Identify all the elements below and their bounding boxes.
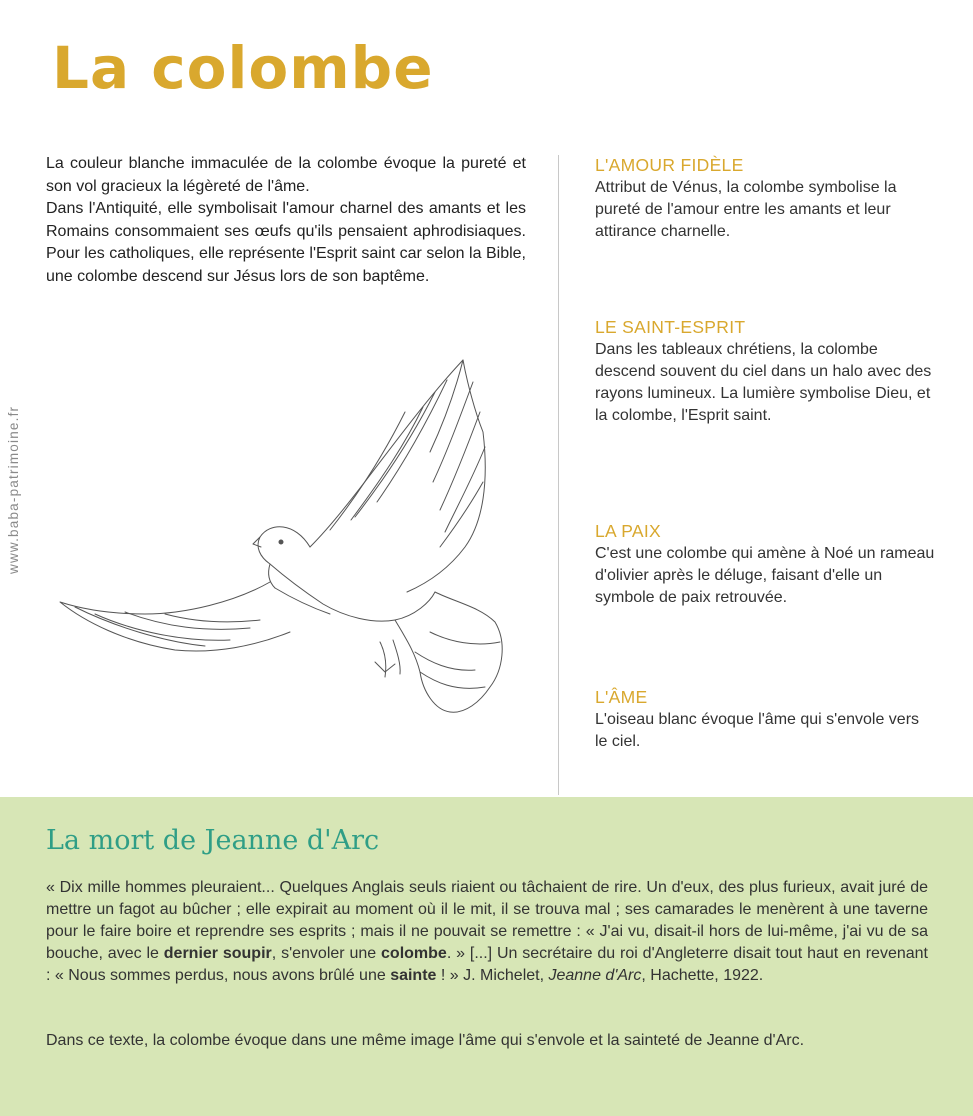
box-title: La mort de Jeanne d'Arc [46,825,380,856]
box-note: Dans ce texte, la colombe évoque dans une même image l'âme qui s'envole et la sainteté de Jeanne d'Arc. [46,1032,805,1049]
intro-text [46,153,526,288]
column-divider [558,155,559,795]
dove-illustration [55,352,510,717]
section-text: Attribut de Vénus, la colombe symbolise la pureté de l'amour entre les amants et leur attirance charnelle. [595,179,897,240]
quote-emphasis: sainte [390,967,437,984]
michelet-quote [46,877,928,987]
quote-text: ! » J. Michelet, [436,967,549,984]
section-saint-esprit [595,317,935,427]
quote-text: . » [...] Un secrétaire du roi d'Angleterre disait tout haut en revenant : « Nous sommes perdus, nous avons brûlé une [46,945,928,984]
section-title: LE SAINT-ESPRIT [595,317,746,337]
section-title: L'ÂME [595,687,648,707]
quote-emphasis: colombe [381,945,447,962]
section-text: Dans les tableaux chrétiens, la colombe descend souvent du ciel dans un halo avec des rayons lumineux. La lumière symbolise Dieu, et la colombe, l'Esprit saint. [595,341,932,424]
section-paix [595,521,935,609]
section-text: C'est une colombe qui amène à Noé un rameau d'olivier après le déluge, faisant d'elle un symbole de paix retrouvée. [595,545,935,606]
section-ame [595,687,935,753]
section-title: LA PAIX [595,521,661,541]
quote-text: , s'envoler une [271,945,382,962]
jeanne-darc-box [0,797,973,1116]
section-amour [595,155,935,243]
intro-paragraph: La couleur blanche immaculée de la colombe évoque la pureté et son vol gracieux la légèreté de l'âme. [46,155,526,195]
book-title: Jeanne d'Arc [548,967,642,984]
quote-text: , Hachette, 1922. [641,967,764,984]
quote-text: « Dix mille hommes pleuraient... Quelques Anglais seuls riaient ou tâchaient de rire. Un d'eux, des plus furieux, avait juré de mettre un fagot au bûcher ; elle expirait au moment où il le mit, il se trouva mal ; ses camarades le menèrent à une taverne pour le faire boire et reprendre ses esprits ; mais il ne pouvait se remettre : « J'ai vu, disait-il hors de lui-même, j'ai vu de sa bouche, avec le [46,879,928,962]
section-title: L'AMOUR FIDÈLE [595,155,744,175]
quote-emphasis: dernier soupir [163,945,272,962]
section-text: L'oiseau blanc évoque l'âme qui s'envole vers le ciel. [595,711,920,750]
intro-paragraph: Dans l'Antiquité, elle symbolisait l'amour charnel des amants et les Romains consommaient ses œufs qu'ils pensaient aphrodisiaques. Pour les catholiques, elle représente l'Esprit saint car selon la Bible, une colombe descend sur Jésus lors de son baptême. [46,200,526,285]
page-title: La colombe [52,34,434,102]
website-url: www.baba-patrimoine.fr [6,405,21,575]
